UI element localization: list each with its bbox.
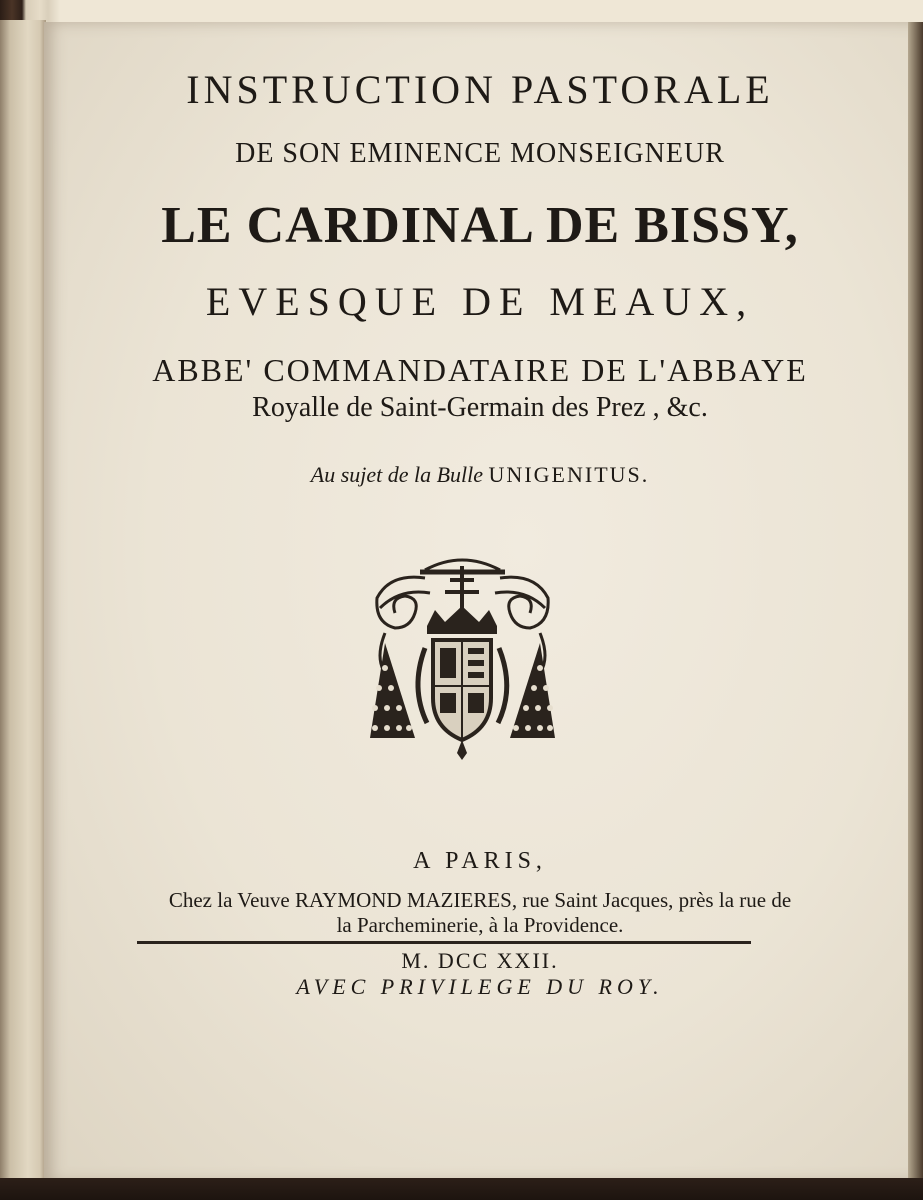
subject-prefix: Au sujet de la Bulle: [310, 462, 484, 487]
cardinal-coat-of-arms-icon: [365, 548, 560, 763]
imprint-divider: [137, 941, 751, 944]
title-line-evesque: EVESQUE DE MEAUX,: [205, 279, 755, 324]
imprint-city: A PARIS,: [413, 848, 547, 874]
title-line-eminence: DE SON EMINENCE MONSEIGNEUR: [235, 138, 725, 169]
title-line-royalle: Royalle de Saint-Germain des Prez , &c.: [252, 392, 708, 423]
title-line-cardinal: LE CARDINAL DE BISSY,: [161, 197, 799, 254]
title-line-abbe: ABBE' COMMANDATAIRE DE L'ABBAYE: [152, 352, 808, 388]
subject-name: UNIGENITUS.: [488, 462, 650, 487]
left-page-edge: [0, 20, 46, 1200]
bottom-binding-edge: [0, 1178, 923, 1200]
imprint-publisher-line1: Chez la Veuve RAYMOND MAZIERES, rue Saint Jacques, près la rue de: [168, 888, 792, 912]
imprint-year: M. DCC XXII.: [401, 948, 559, 973]
title-line-instruction: INSTRUCTION PASTORALE: [186, 67, 774, 112]
imprint-publisher-line2: la Parcheminerie, à la Providence.: [336, 913, 624, 937]
imprint-privilege: AVEC PRIVILEGE DU ROY.: [296, 974, 664, 999]
subject-line: [44, 462, 916, 488]
